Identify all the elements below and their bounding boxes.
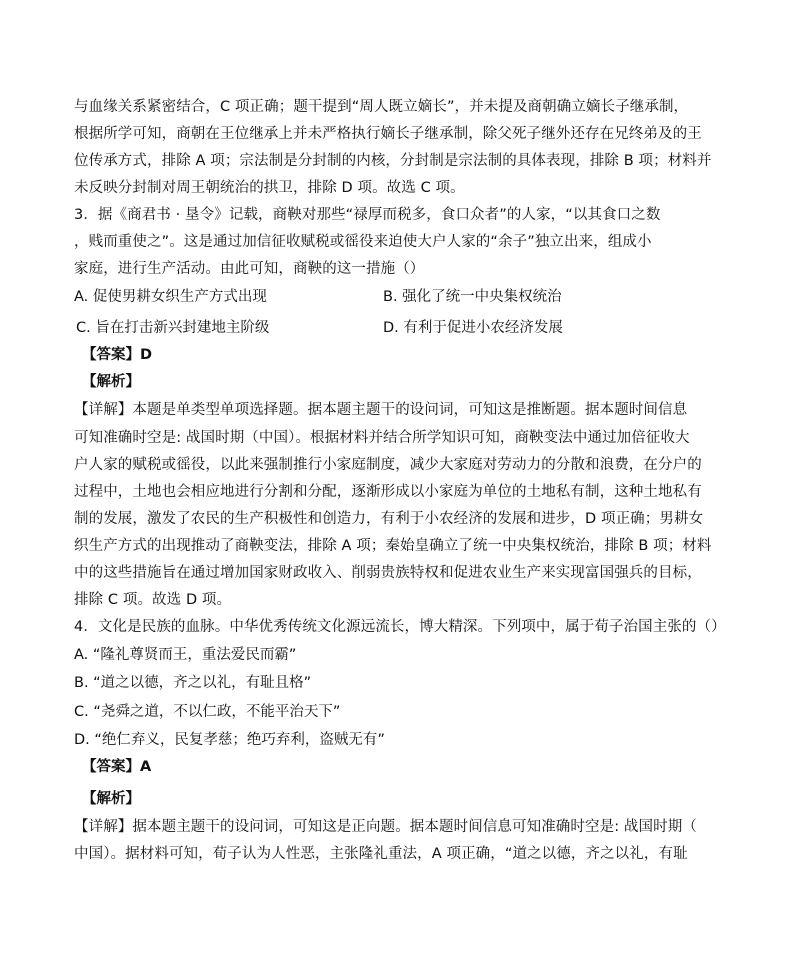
- question-3-detail-line: 可知准确时空是: 战国时期（中国）。根据材料并结合所学知识可知，商鞅变法中通过加倍征收大: [74, 430, 690, 446]
- text-line: 与血缘关系紧密结合，C 项正确；题干提到“周人既立嫡长”，并未提及商朝确立嫡长子继承制，: [74, 99, 689, 115]
- question-3-option-b: B. 强化了统一中央集权统治: [383, 289, 562, 305]
- question-3-detail-line: 织生产方式的出现推动了商鞅变法，排除 A 项；秦始皇确立了统一中央集权统治，排除 B 项；材料: [74, 538, 712, 554]
- question-4-option-d: D. “绝仁弃义，民复孝慈；绝巧弃利，盗贼无有”: [74, 732, 385, 748]
- question-4-stem: 4．文化是民族的血脉。中华优秀传统文化源远流长，博大精深。下列项中，属于荀子治国主张的（）: [74, 619, 726, 635]
- question-3-detail-line: 过程中，土地也会相应地进行分割和分配，逐渐形成以小家庭为单位的土地私有制，这种土地私有: [74, 484, 702, 500]
- text-line: 根据所学可知，商朝在王位继承上并未严格执行嫡长子继承制，除父死子继外还存在兄终弟及的王: [74, 126, 702, 142]
- question-4-detail-line: 【详解】据本题主题干的设问词，可知这是正向题。据本题时间信息可知准确时空是: 战国时期（: [74, 819, 697, 835]
- question-4-detail-line: 中国）。据材料可知，荀子认为人性恶，主张隆礼重法，A 项正确，“道之以德，齐之以礼，有耻: [74, 846, 688, 862]
- question-4-answer: 【答案】A: [82, 759, 152, 775]
- question-3-stem-line: ，贱而重使之”。这是通过加信征收赋税或徭役来迫使大户人家的“余子”独立出来，组成小: [74, 234, 652, 250]
- text-line: 未反映分封制对周王朝统治的拱卫，排除 D 项。故选 C 项。: [74, 180, 465, 196]
- question-3-detail-line: 【详解】本题是单类型单项选择题。据本题主题干的设问词，可知这是推断题。据本题时间信息: [74, 402, 688, 418]
- question-3-option-c: C. 旨在打击新兴封建地主阶级: [76, 320, 270, 336]
- question-3-detail-line: 户人家的赋税或徭役，以此来强制推行小家庭制度，减少大家庭对劳动力的分散和浪费，在分户的: [74, 457, 702, 473]
- question-3-option-d: D. 有利于促进小农经济发展: [383, 320, 563, 336]
- question-3-detail-line: 制的发展，激发了农民的生产积极性和创造力，有利于小农经济的发展和进步，D 项正确；男耕女: [74, 511, 704, 527]
- question-3-stem-line: 3．据《商君书 · 垦令》记载，商鞅对那些“禄厚而税多，食口众者”的人家，“以其食口之数: [74, 207, 661, 223]
- question-3-answer: 【答案】D: [82, 347, 153, 363]
- question-3-detail-line: 排除 C 项。故选 D 项。: [74, 592, 232, 608]
- question-4-analysis-heading: 【解析】: [82, 791, 140, 807]
- question-4-option-a: A. “隆礼尊贤而王，重法爱民而霸”: [74, 647, 297, 663]
- text-line: 位传承方式，排除 A 项；宗法制是分封制的内核，分封制是宗法制的具体表现，排除 B 项；材料并: [74, 153, 712, 169]
- question-4-option-c: C. “尧舜之道，不以仁政，不能平治天下”: [74, 704, 341, 720]
- question-3-detail-line: 中的这些措施旨在通过增加国家财政收入、削弱贵族特权和促进农业生产来实现富国强兵的目标，: [74, 565, 702, 581]
- question-3-stem-line: 家庭，进行生产活动。由此可知，商鞅的这一措施（）: [74, 261, 425, 277]
- question-3-option-a: A. 促使男耕女织生产方式出现: [74, 289, 267, 305]
- question-3-analysis-heading: 【解析】: [82, 374, 140, 390]
- question-4-option-b: B. “道之以德，齐之以礼，有耻且格”: [74, 675, 312, 691]
